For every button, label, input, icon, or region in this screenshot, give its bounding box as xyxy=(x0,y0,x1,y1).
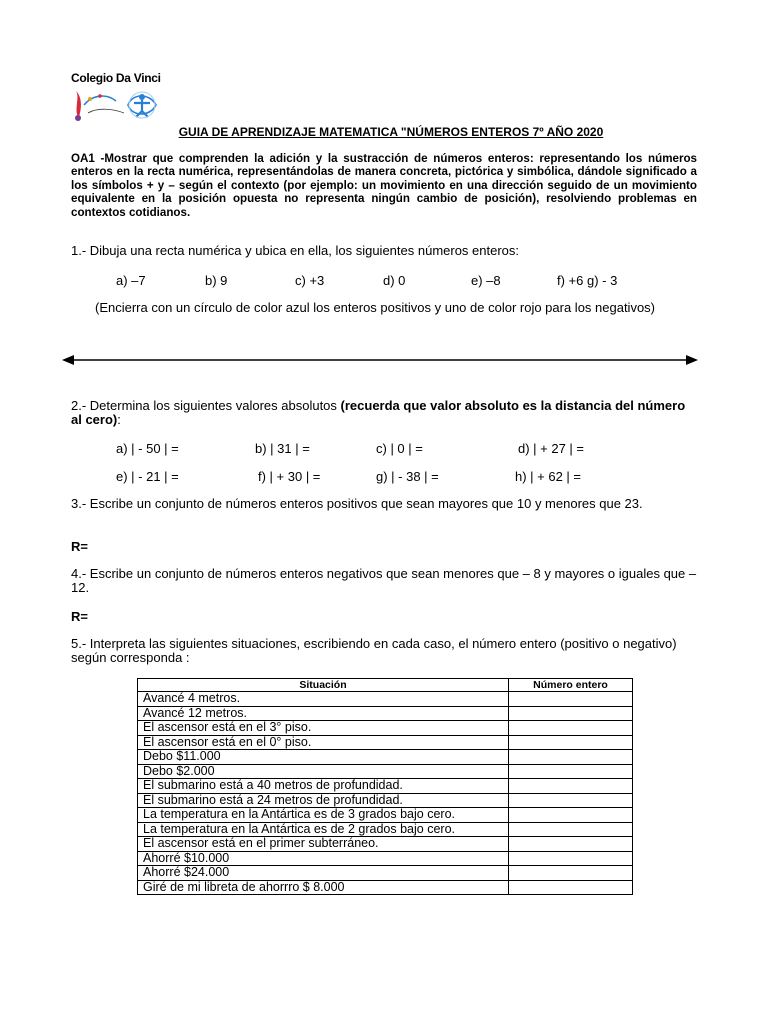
table-row xyxy=(138,866,633,881)
table-row xyxy=(138,880,633,895)
q2-item: a) | - 50 | = xyxy=(116,441,179,456)
situation-cell: El submarino está a 40 metros de profundidad. xyxy=(138,779,509,794)
q2-tail: : xyxy=(117,412,121,427)
situations-table-body xyxy=(138,692,633,895)
integer-answer-cell[interactable] xyxy=(508,851,632,866)
table-header-row xyxy=(138,679,633,692)
table-row xyxy=(138,793,633,808)
school-logo-icon xyxy=(70,87,162,125)
integer-answer-cell[interactable] xyxy=(508,764,632,779)
question-1-text: 1.- Dibuja una recta numérica y ubica en ella, los siguientes números enteros: xyxy=(71,243,520,258)
school-name: Colegio Da Vinci xyxy=(71,71,161,85)
integer-answer-cell[interactable] xyxy=(508,880,632,895)
table-row xyxy=(138,750,633,765)
integer-answer-cell[interactable] xyxy=(508,837,632,852)
situation-cell: Ahorré $10.000 xyxy=(138,851,509,866)
q2-item: b) | 31 | = xyxy=(255,441,310,456)
q2-instruction: 2.- Determina los siguientes valores absolutos xyxy=(71,398,341,413)
q2-item: h) | + 62 | = xyxy=(515,469,582,484)
situation-cell: La temperatura en la Antártica es de 2 grados bajo cero. xyxy=(138,822,509,837)
table-row xyxy=(138,721,633,736)
question-1-options xyxy=(0,273,768,289)
question-2-text xyxy=(71,399,697,427)
q2-item: f) | + 30 | = xyxy=(258,469,321,484)
q2-hint: (recuerda que valor absoluto es la distancia del número al cero) xyxy=(71,398,686,427)
situation-cell: Avancé 4 metros. xyxy=(138,692,509,707)
situations-table xyxy=(137,678,633,895)
integer-answer-cell[interactable] xyxy=(508,822,632,837)
table-row xyxy=(138,764,633,779)
q1-option: c) +3 xyxy=(295,273,325,288)
table-row xyxy=(138,692,633,707)
learning-objective: OA1 -Mostrar que comprenden la adición y la sustracción de números enteros: representando los números enteros en la recta numérica, representándolas de manera concreta, pictórica y simbólica, dándole significado a los símbolos + y – según el contexto (por ejemplo: un movimiento en una dirección seguido de un movimiento equivalente en la posición opuesta no representa ningún cambio de posición), resolviendo problemas en contextos cotidianos. xyxy=(71,152,697,219)
situation-cell: Ahorré $24.000 xyxy=(138,866,509,881)
number-line xyxy=(62,352,698,368)
q2-item: d) | + 27 | = xyxy=(518,441,585,456)
integer-answer-cell[interactable] xyxy=(508,721,632,736)
situation-cell: Avancé 12 metros. xyxy=(138,706,509,721)
situation-cell: El ascensor está en el primer subterráneo. xyxy=(138,837,509,852)
q2-item: c) | 0 | = xyxy=(376,441,423,456)
integer-answer-cell[interactable] xyxy=(508,706,632,721)
question-3-text: 3.- Escribe un conjunto de números enteros positivos que sean mayores que 10 y menores que 23. xyxy=(71,496,643,511)
table-row xyxy=(138,851,633,866)
integer-answer-cell[interactable] xyxy=(508,692,632,707)
question-1-note: (Encierra con un círculo de color azul los enteros positivos y uno de color rojo para los negativos) xyxy=(95,300,656,315)
q1-option: a) –7 xyxy=(116,273,146,288)
situation-cell: El ascensor está en el 0° piso. xyxy=(138,735,509,750)
q1-option: d) 0 xyxy=(383,273,406,288)
column-header-situation: Situación xyxy=(138,679,509,692)
situation-cell: Debo $11.000 xyxy=(138,750,509,765)
table-row xyxy=(138,706,633,721)
integer-answer-cell[interactable] xyxy=(508,808,632,823)
integer-answer-cell[interactable] xyxy=(508,793,632,808)
table-row xyxy=(138,837,633,852)
q1-option: e) –8 xyxy=(471,273,501,288)
table-row xyxy=(138,808,633,823)
integer-answer-cell[interactable] xyxy=(508,750,632,765)
integer-answer-cell[interactable] xyxy=(508,866,632,881)
table-row xyxy=(138,735,633,750)
page-title: GUIA DE APRENDIZAJE MATEMATICA "NÚMEROS ENTEROS 7º AÑO 2020 xyxy=(178,125,604,139)
column-header-integer: Número entero xyxy=(508,679,632,692)
situation-cell: El ascensor está en el 3° piso. xyxy=(138,721,509,736)
table-row xyxy=(138,822,633,837)
q2-item: g) | - 38 | = xyxy=(376,469,439,484)
question-4-answer-label: R= xyxy=(71,609,88,624)
table-row xyxy=(138,779,633,794)
question-2-row-1 xyxy=(0,441,768,457)
q2-item: e) | - 21 | = xyxy=(116,469,179,484)
integer-answer-cell[interactable] xyxy=(508,735,632,750)
question-5-text: 5.- Interpreta las siguientes situaciones, escribiendo en cada caso, el número entero (positivo o negativo) según corresponda : xyxy=(71,636,677,665)
question-2-row-2 xyxy=(0,469,768,485)
question-4-text: 4.- Escribe un conjunto de números enteros negativos que sean menores que – 8 y mayores o iguales que – 12. xyxy=(71,566,697,595)
situation-cell: Giré de mi libreta de ahorrro $ 8.000 xyxy=(138,880,509,895)
situation-cell: La temperatura en la Antártica es de 3 grados bajo cero. xyxy=(138,808,509,823)
situation-cell: El submarino está a 24 metros de profundidad. xyxy=(138,793,509,808)
situation-cell: Debo $2.000 xyxy=(138,764,509,779)
q1-option: f) +6 g) - 3 xyxy=(557,273,618,288)
integer-answer-cell[interactable] xyxy=(508,779,632,794)
q1-option: b) 9 xyxy=(205,273,228,288)
question-3-answer-label: R= xyxy=(71,539,88,554)
